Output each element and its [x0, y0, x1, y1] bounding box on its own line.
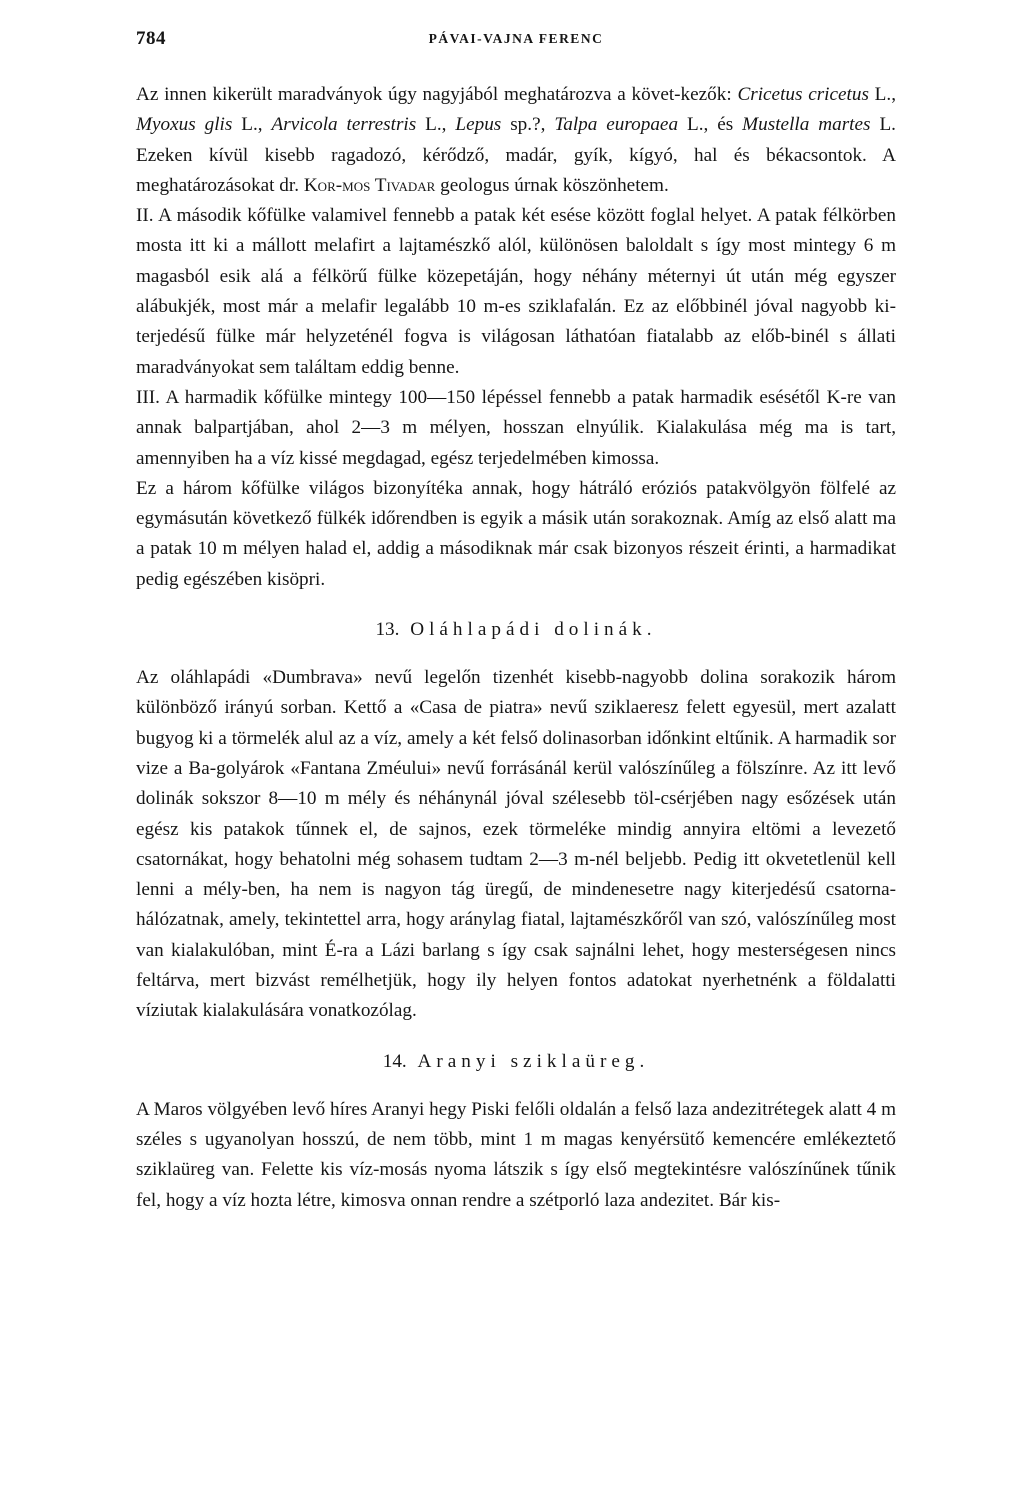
text-run: L. Ezeken kívül kisebb ragadozó, kérődző, madár, gyík, kígyó, hal és békacsontok. A meghatározásokat dr. [136, 114, 896, 196]
species-name: Lepus [455, 114, 502, 136]
page-number: 784 [136, 28, 166, 49]
paragraph-second-niche: II. A második kőfülke valamivel fennebb a patak két esése között foglal helyet. A patak félkörben mosta itt ki a mállott melafirt a lajtamészkő alól, különösen baloldalt s így most mintegy 6 m magasból esik alá a félkörű fülke közepetáján, hogy néhány méternyi út után még egyszer alábukjék, most már a melafir legalább 10 m-es sziklafalán. Ez az előbbinél jóval nagyobb ki-terjedésű fülke már helyzeténél fogva is világosan láthatóan fiatalabb az előb-binél s állati maradványokat sem találtam eddig benne. [136, 205, 896, 378]
species-name: Arvicola terrestris [271, 114, 417, 136]
section-number: 13. [375, 619, 400, 641]
text-run: L., [868, 84, 896, 105]
text-run: geologus úrnak köszönhetem. [435, 174, 669, 196]
section-heading-14 [136, 1047, 896, 1077]
text-run: Az innen kikerült maradványok úgy nagyjából meghatározva a követ-kezők: [136, 84, 738, 105]
section-heading-13 [136, 615, 896, 645]
species-name: Cricetus cricetus [737, 84, 869, 105]
page-header [136, 28, 896, 58]
paragraph-third-niche: III. A harmadik kőfülke mintegy 100—150 lépéssel fennebb a patak harmadik esésétől K-re van annak balpartjában, ahol 2—3 m mélyen, hosszan elnyúlik. Kialakulása még ma is tart, amennyiben ha a víz kissé megdagad, egész terjedelmében kimossa. [136, 386, 896, 469]
species-name: Talpa europaea [554, 114, 679, 136]
paragraph-dolinas: Az oláhlapádi «Dumbrava» nevű legelőn tizenhét kisebb-nagyobb dolina sorakozik három különböző irányú sorban. Kettő a «Casa de piatra» nevű sziklaeresz felett egyesül, mert azalatt bugyog ki a törmelék alul az a víz, amely a két felső dolinasorban időnkint eltűnik. A harmadik sor vize a Ba-golyárok «Fantana Zméului» nevű forrásánál kerül valószínűleg a fölszínre. Az itt levő dolinák sokszor 8—10 m mély és néhánynál jóval szélesebb töl-csérjében nagy esőzések után egész kis patakok tűnnek el, de sajnos, ezek törmeléke mindig annyira eltömi a levezető csatornákat, hogy behatolni még sohasem tudtam 2—3 m-nél beljebb. Pedig itt okvetetlenül kell lenni a mély-ben, ha nem is nagyon tág üregű, de mindenesetre nagy kiterjedésű csatorna-hálózatnak, amely, tekintettel arra, hogy aránylag fiatal, lajtamészkőről van szó, valószínűleg most van kialakulóban, mint É-ra a Lázi barlang s így csak sajnálni lehet, hogy mesterségesen nincs feltárva, mert bizvást remélhetjük, hogy ily helyen fontos adatokat nyerhetnénk a földalatti víziutak kialakulására vonatkozólag. [136, 667, 896, 1022]
section-title: Oláhlapádi dolinák. [410, 619, 657, 641]
text-run: L., és [678, 114, 743, 136]
section-number: 14. [382, 1050, 407, 1072]
text-run: L., [232, 114, 272, 136]
text-run: sp.?, [501, 114, 555, 136]
species-name: Myoxus glis [136, 114, 233, 136]
paragraph-aranyi-cave: A Maros völgyében levő híres Aranyi hegy Piski felőli oldalán a felső laza andezitrétegek alatt 4 m széles s ugyanolyan hosszú, de nem több, mint 1 m magas kenyérsütő kemencére emlékeztető sziklaüreg van. Felette kis víz-mosás nyoma látszik s így első megtekintésre valószínűnek tűnik fel, hogy a víz hozta létre, kimosva onnan rendre a szétporló laza andezitet. Bár kis- [136, 1098, 896, 1211]
species-name: Mustella martes [742, 114, 871, 136]
person-name: Kor-mos Tivadar [303, 174, 436, 196]
paragraph-conclusion: Ez a három kőfülke világos bizonyítéka annak, hogy hátráló eróziós patakvölgyön fölfelé az egymásután következő fülkék időrendben is egyik a másik után sorakoznak. Amíg az első alatt ma a patak 10 m mélyen halad el, addig a másodiknak már csak bizonyos részeit érinti, a harmadikat pedig egészében kisöpri. [136, 477, 896, 590]
text-run: L., [416, 114, 456, 136]
paragraph-fauna-list [136, 80, 896, 201]
running-head: PÁVAI-VAJNA FERENC [428, 31, 604, 46]
section-title: Aranyi sziklaüreg. [417, 1050, 650, 1072]
document-page [136, 28, 896, 1216]
